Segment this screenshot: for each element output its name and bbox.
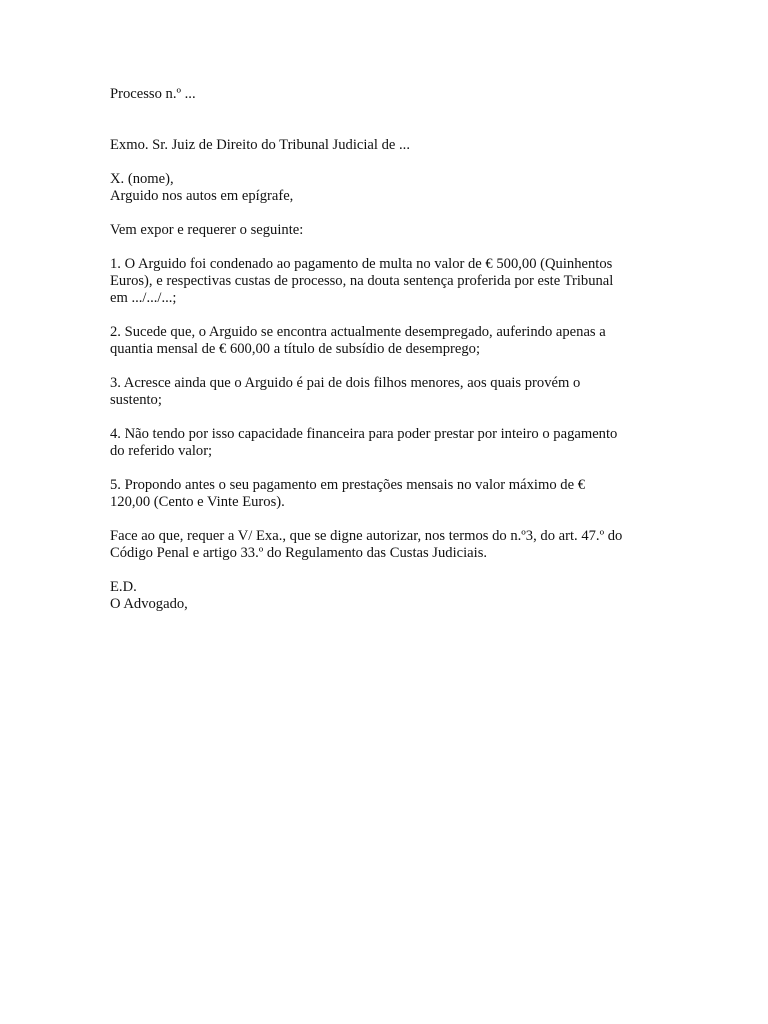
request-line-2: Código Penal e artigo 33.º do Regulamento das Custas Judiciais.	[110, 545, 488, 561]
item-3-line-1: 3. Acresce ainda que o Arguido é pai de dois filhos menores, aos quais provém o	[110, 375, 581, 391]
document-page	[110, 86, 670, 630]
item-5	[110, 477, 670, 511]
item-1-line-1: 1. O Arguido foi condenado ao pagamento de multa no valor de € 500,00 (Quinhentos	[110, 256, 613, 272]
item-2-line-2: quantia mensal de € 600,00 a título de subsídio de desemprego;	[110, 341, 481, 357]
party-name: X. (nome),	[110, 171, 174, 187]
intro	[110, 222, 670, 239]
item-1-line-2: Euros), e respectivas custas de processo, na douta sentença proferida por este Tribunal	[110, 273, 614, 289]
closing-text: E.D.	[110, 579, 137, 595]
closing-block	[110, 579, 670, 613]
item-4-line-1: 4. Não tendo por isso capacidade financeira para poder prestar por inteiro o pagamento	[110, 426, 618, 442]
item-5-line-1: 5. Propondo antes o seu pagamento em prestações mensais no valor máximo de €	[110, 477, 585, 493]
item-1-line-3: em .../.../...;	[110, 290, 177, 306]
process-number-text: Processo n.º ...	[110, 86, 196, 102]
party-role: Arguido nos autos em epígrafe,	[110, 188, 294, 204]
item-4	[110, 426, 670, 460]
item-2	[110, 324, 670, 358]
party-block	[110, 171, 670, 205]
spacer	[110, 120, 670, 137]
item-3	[110, 375, 670, 409]
item-4-line-2: do referido valor;	[110, 443, 213, 459]
addressee	[110, 137, 670, 154]
process-number	[110, 86, 670, 103]
addressee-text: Exmo. Sr. Juiz de Direito do Tribunal Judicial de ...	[110, 137, 410, 153]
item-2-line-1: 2. Sucede que, o Arguido se encontra actualmente desempregado, auferindo apenas a	[110, 324, 606, 340]
item-1	[110, 256, 670, 307]
item-3-line-2: sustento;	[110, 392, 162, 408]
signature-text: O Advogado,	[110, 596, 188, 612]
intro-text: Vem expor e requerer o seguinte:	[110, 222, 304, 238]
item-5-line-2: 120,00 (Cento e Vinte Euros).	[110, 494, 285, 510]
request-line-1: Face ao que, requer a V/ Exa., que se digne autorizar, nos termos do n.º3, do art. 47.º do	[110, 528, 623, 544]
request	[110, 528, 670, 562]
